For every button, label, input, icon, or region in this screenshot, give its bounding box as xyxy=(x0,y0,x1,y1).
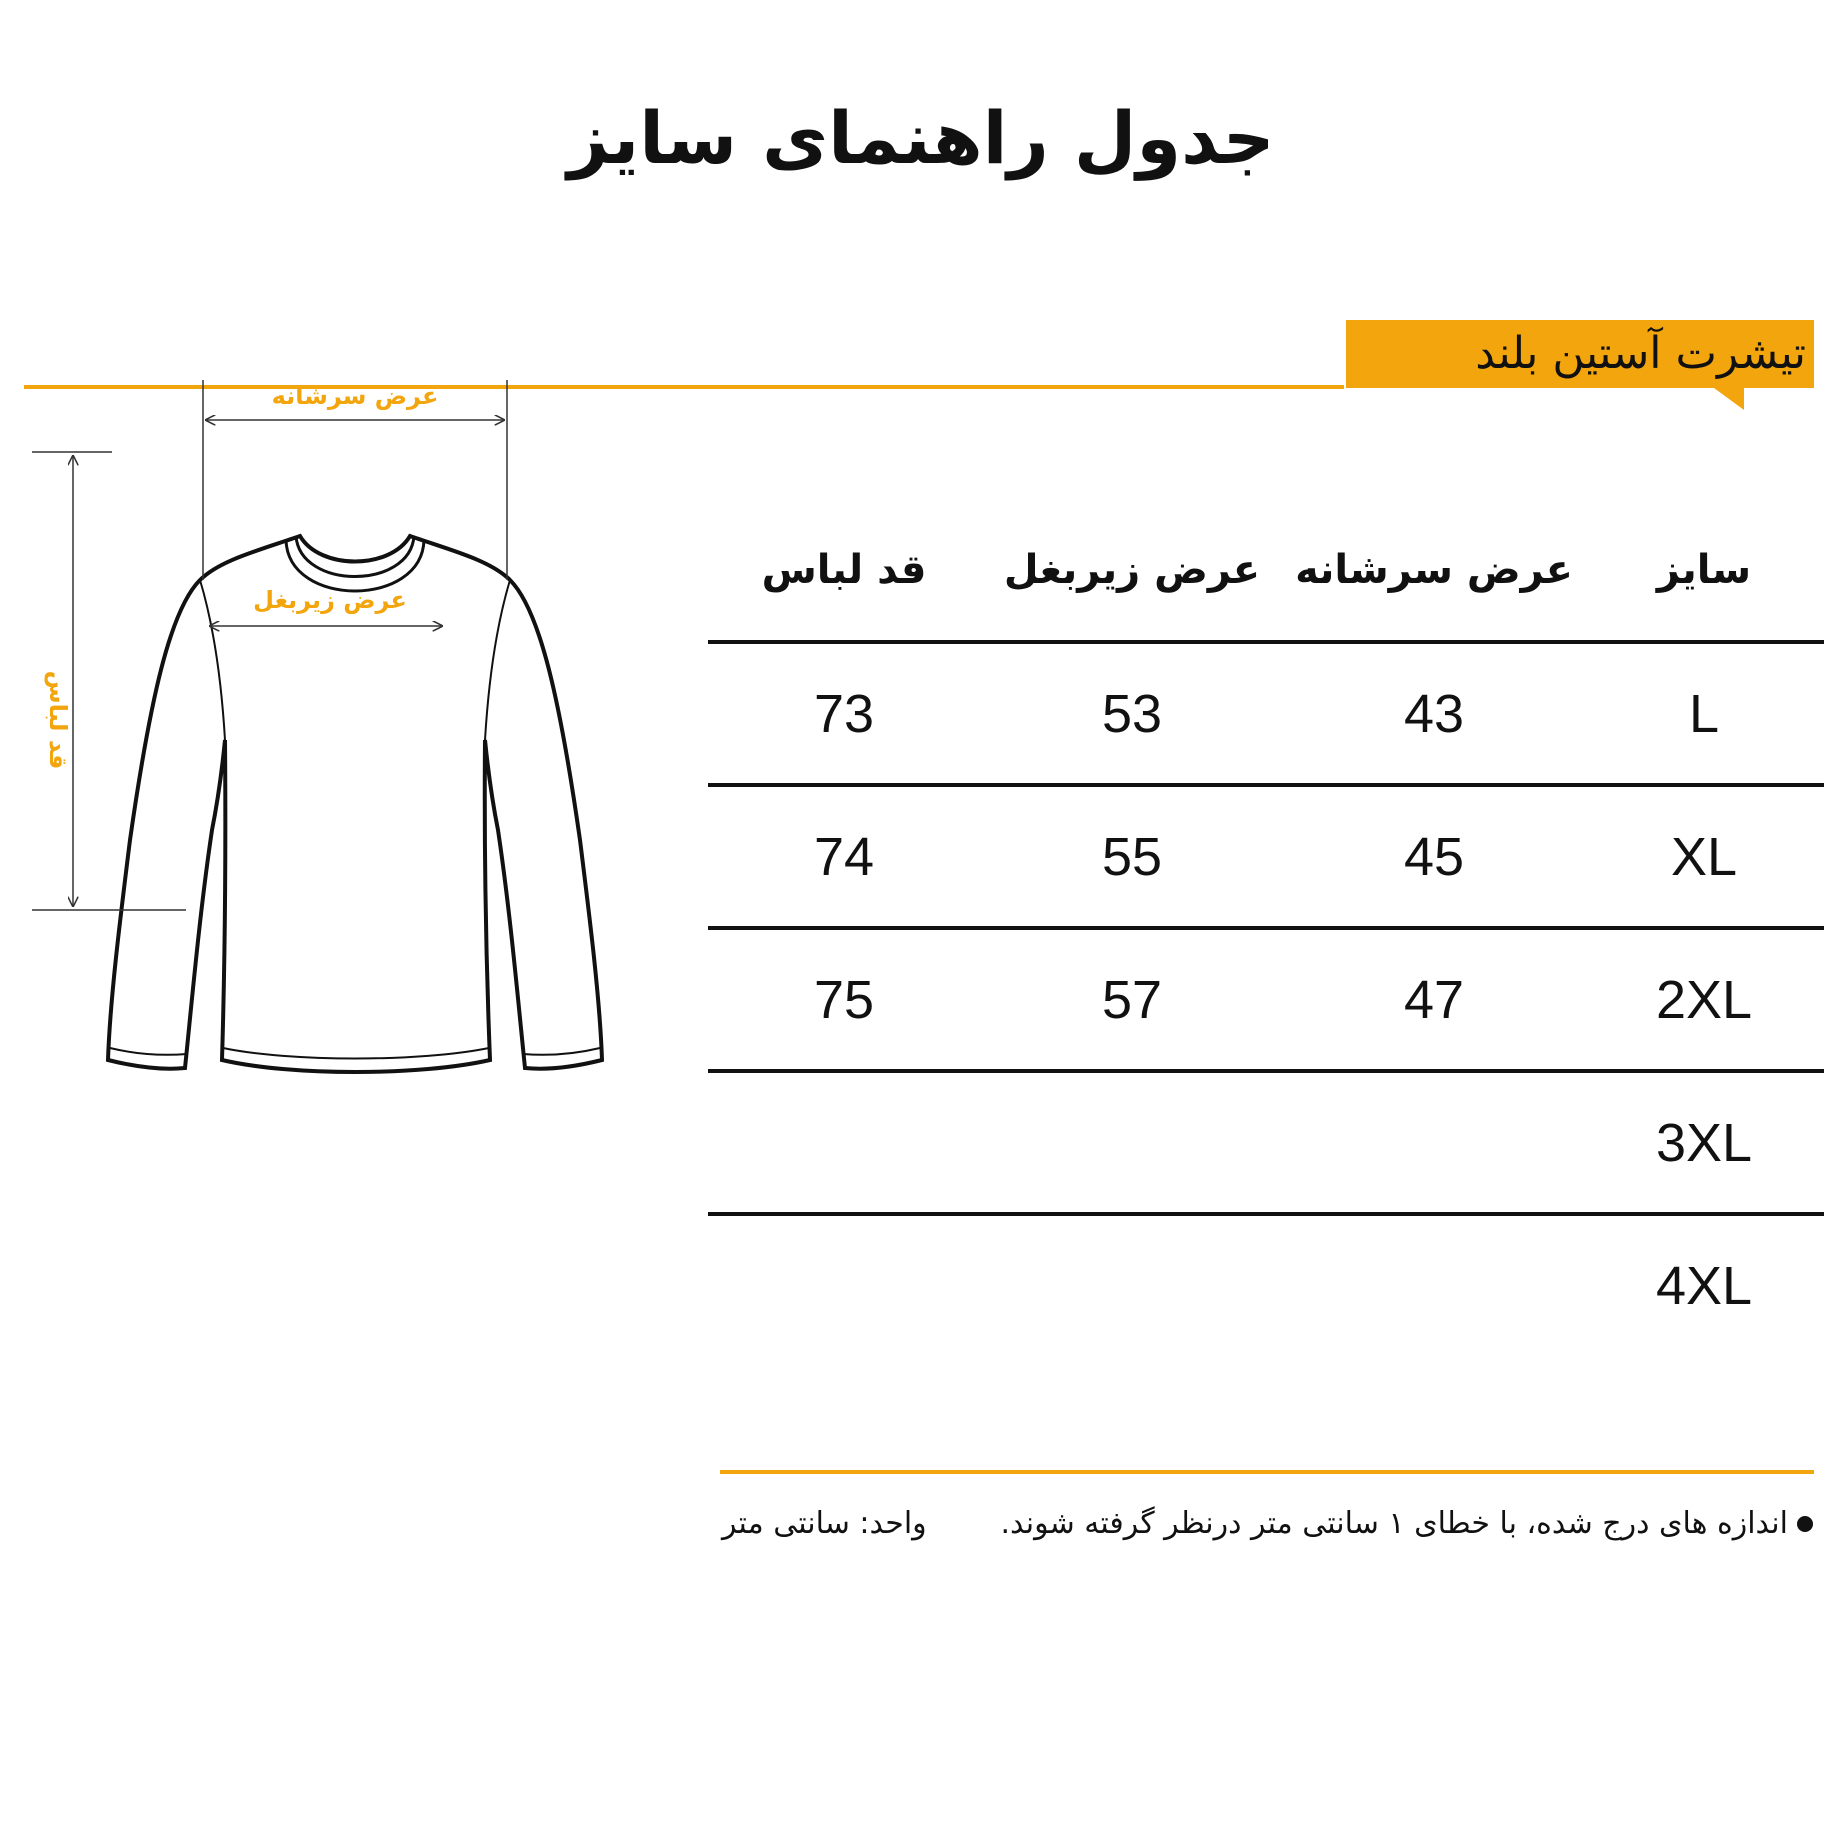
cell-length xyxy=(708,1071,980,1214)
tshirt-collar-inner xyxy=(286,540,424,591)
section-label: تیشرت آستین بلند xyxy=(1475,328,1806,379)
tshirt-hem xyxy=(223,1048,489,1059)
cell-length: 75 xyxy=(708,928,980,1071)
table-header-row xyxy=(708,500,1824,642)
cell-size: 4XL xyxy=(1655,1255,1753,1316)
cell-shoulder: 45 xyxy=(1284,785,1584,928)
table-row xyxy=(708,642,1824,785)
tshirt-diagram xyxy=(30,382,690,1100)
cell-shoulder: 47 xyxy=(1284,928,1584,1071)
cell-shoulder xyxy=(1284,1214,1584,1355)
table-row xyxy=(708,785,1824,928)
tshirt-cuff-left xyxy=(523,1048,600,1055)
tolerance-note: اندازه های درج شده، با خطای ۱ سانتی متر درنظر گرفته شوند. xyxy=(1000,1506,1788,1541)
cell-length: 73 xyxy=(708,642,980,785)
chest-width-label: عرض زیربغل xyxy=(253,586,407,614)
header-size: سایز xyxy=(1584,500,1824,642)
cell-chest xyxy=(980,1214,1284,1355)
tshirt-outline xyxy=(108,536,602,1072)
tshirt-sleeve-seam-right xyxy=(200,580,225,740)
cell-length xyxy=(708,1214,980,1355)
section-divider xyxy=(24,385,1344,389)
cell-length: 74 xyxy=(708,785,980,928)
bullet-icon xyxy=(1797,1516,1813,1532)
cell-chest: 53 xyxy=(980,642,1284,785)
table-row xyxy=(708,1071,1824,1214)
cell-chest xyxy=(980,1071,1284,1214)
length-label: قد لباس xyxy=(44,670,72,770)
tshirt-sleeve-seam-left xyxy=(485,580,510,740)
header-chest: عرض زیربغل xyxy=(980,500,1284,642)
cell-shoulder: 43 xyxy=(1284,642,1584,785)
page-title: جدول راهنمای سایز xyxy=(567,96,1275,180)
cell-size: 3XL xyxy=(1584,1071,1824,1214)
header-length: قد لباس xyxy=(708,500,980,642)
cell-chest: 55 xyxy=(980,785,1284,928)
cell-size: L xyxy=(1584,642,1824,785)
cell-size: XL xyxy=(1584,785,1824,928)
header-shoulder: عرض سرشانه xyxy=(1284,500,1584,642)
cell-shoulder xyxy=(1284,1071,1584,1214)
tshirt-cuff-right xyxy=(110,1048,187,1055)
footer-divider xyxy=(720,1470,1814,1474)
tshirt-collar xyxy=(296,536,414,577)
size-table xyxy=(708,500,1824,1355)
table-row xyxy=(708,1214,1824,1355)
shoulder-width-label: عرض سرشانه xyxy=(271,382,439,410)
table-row xyxy=(708,928,1824,1071)
cell-chest: 57 xyxy=(980,928,1284,1071)
section-tab-tail xyxy=(1714,388,1744,410)
unit-note: واحد: سانتی متر xyxy=(722,1506,927,1541)
cell-size: 2XL xyxy=(1584,928,1824,1071)
